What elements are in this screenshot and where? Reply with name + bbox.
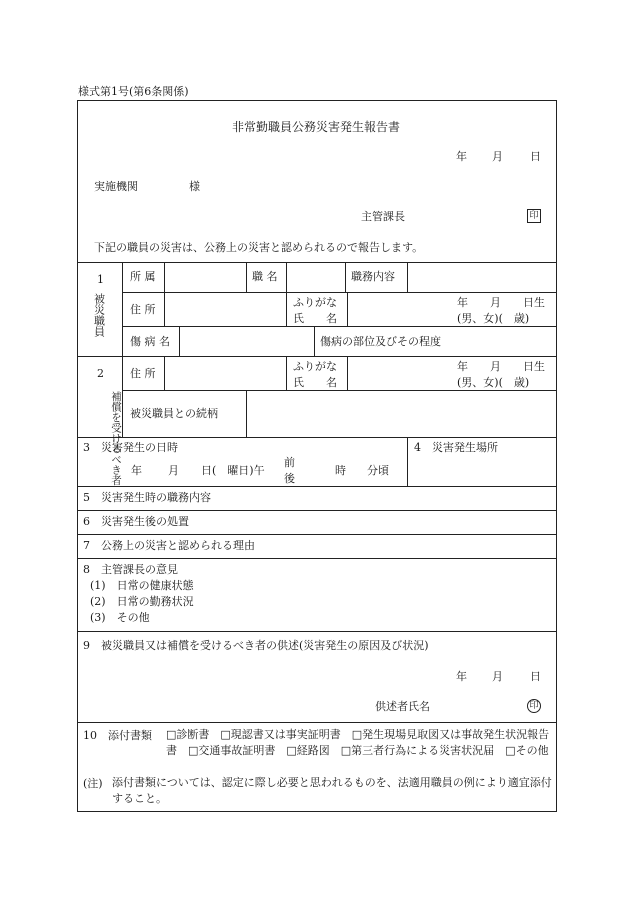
intro-text: 下記の職員の災害は、公務上の災害と認められるので報告します。	[94, 241, 424, 254]
rule	[345, 262, 346, 292]
sec1-injury-label: 傷 病 名	[130, 335, 170, 348]
sec3-label: 3 災害発生の日時	[83, 441, 178, 454]
sec3-pm: 後	[284, 472, 295, 485]
sec1-injury-detail-label: 傷病の部位及びその程度	[320, 335, 441, 348]
sec2-birth-date: 年 月 日生	[457, 360, 545, 373]
sec6-label: 6 災害発生後の処置	[83, 515, 189, 528]
rule	[77, 722, 557, 723]
addressee-org: 実施機関	[94, 180, 138, 193]
sec2-relation-label: 被災職員との続柄	[130, 407, 218, 420]
date-day: 日	[530, 150, 541, 163]
form-frame	[77, 100, 557, 812]
sec2-furigana-label: ふりがな	[293, 360, 337, 373]
rule	[286, 356, 287, 390]
rule	[77, 437, 557, 438]
sec1-address-label: 住 所	[130, 303, 156, 316]
sec9-seal-icon: 印	[527, 699, 541, 713]
form-title: 非常勤職員公務災害発生報告書	[232, 120, 401, 134]
sec10-note-mark: (注)	[83, 777, 103, 790]
sec3-year: 年	[131, 464, 142, 477]
form-number: 様式第1号(第6条関係)	[78, 85, 189, 98]
sec2-address-label: 住 所	[130, 367, 156, 380]
date-year: 年	[456, 150, 467, 163]
sec3-am: 前	[284, 456, 295, 469]
sec1-position-label: 職 名	[252, 270, 278, 283]
sec8-item: (3) その他	[90, 611, 150, 624]
rule	[77, 558, 557, 559]
rule	[407, 437, 408, 486]
rule	[286, 262, 287, 326]
rule	[314, 326, 315, 356]
sec2-number: 2	[97, 367, 104, 380]
sec10-label: 10 添付書類	[83, 729, 152, 742]
rule	[77, 262, 557, 263]
sec1-label: 被災職員	[92, 293, 106, 337]
sec1-name-label: 氏 名	[293, 312, 337, 325]
sec10-note: 添付書類については、認定に際し必要と思われるものを、法適用職員の例により適宜添付すること。	[112, 776, 552, 805]
sec8-item: (2) 日常の勤務状況	[90, 595, 194, 608]
manager-label: 主管課長	[361, 210, 405, 223]
rule	[122, 326, 557, 327]
sec2-sex-age: (男、女)( 歳)	[457, 376, 530, 389]
rule	[77, 356, 557, 357]
rule	[347, 356, 348, 390]
sec2-label: 補償を受けるべき者	[110, 391, 122, 486]
sec5-label: 5 災害発生時の職務内容	[83, 491, 211, 504]
addressee-honorific: 様	[189, 180, 200, 193]
rule	[77, 510, 557, 511]
sec3-day-weekday: 日( 曜日)午	[201, 464, 265, 477]
manager-seal-icon: 印	[527, 209, 541, 223]
sec9-date-month: 月	[492, 670, 503, 683]
sec10-attachments: □診断書 □現認書又は事実証明書 □発生現場見取図又は事故発生状況報告書 □交通事故証明書 □経路図 □第三者行為による災害状況届 □その他	[166, 728, 550, 757]
sec8-label: 8 主管課長の意見	[83, 563, 178, 576]
sec1-number: 1	[97, 273, 104, 286]
rule	[77, 486, 557, 487]
rule	[122, 390, 557, 391]
sec1-sex-age: (男、女)( 歳)	[457, 312, 530, 325]
sec1-birth-date: 年 月 日生	[457, 296, 545, 309]
rule	[179, 326, 180, 356]
rule	[77, 631, 557, 632]
rule	[407, 262, 408, 292]
rule	[347, 292, 348, 326]
sec9-date-day: 日	[530, 670, 541, 683]
sec3-month: 月	[168, 464, 179, 477]
rule	[246, 262, 247, 292]
sec9-date-year: 年	[456, 670, 467, 683]
rule	[164, 262, 165, 326]
sec8-item: (1) 日常の健康状態	[90, 579, 194, 592]
rule	[77, 534, 557, 535]
sec7-label: 7 公務上の災害と認められる理由	[83, 539, 255, 552]
date-month: 月	[492, 150, 503, 163]
rule	[164, 356, 165, 390]
sec1-duties-label: 職務内容	[351, 270, 395, 283]
sec1-dept-label: 所 属	[130, 270, 156, 283]
sec2-name-label: 氏 名	[293, 376, 337, 389]
sec4-label: 4 災害発生場所	[414, 441, 498, 454]
rule	[246, 390, 247, 437]
sec3-hour: 時	[335, 464, 346, 477]
sec9-label: 9 被災職員又は補償を受けるべき者の供述(災害発生の原因及び状況)	[83, 639, 429, 652]
sec9-signer-label: 供述者氏名	[375, 700, 430, 713]
rule	[122, 292, 557, 293]
sec3-minute: 分頃	[367, 464, 389, 477]
rule	[122, 262, 123, 437]
sec1-furigana-label: ふりがな	[293, 296, 337, 309]
